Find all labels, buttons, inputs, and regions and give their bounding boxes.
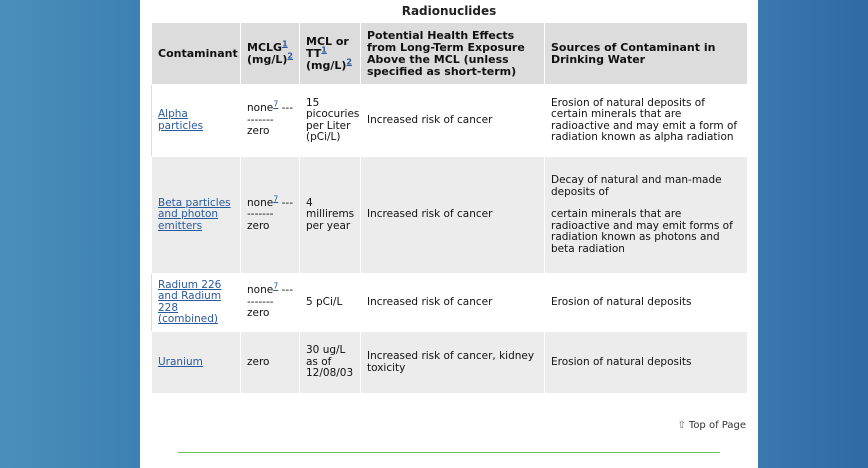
footnote-link-7[interactable]: 7 bbox=[273, 194, 279, 204]
cell-mclg: zero bbox=[241, 332, 300, 394]
cell-sources: Erosion of natural deposits of certain minerals that are radioactive and may emit a form of radiation known as alpha radiation bbox=[545, 85, 748, 157]
mclg-dash: --- bbox=[281, 102, 294, 115]
cell-sources: Erosion of natural deposits bbox=[545, 332, 748, 394]
footnote-link-1b[interactable]: 1 bbox=[321, 44, 327, 54]
mclg-dash: --- bbox=[281, 284, 294, 297]
header-mclg-label: MCLG bbox=[247, 40, 283, 54]
sources-paragraph-1: Decay of natural and man-made deposits of bbox=[551, 174, 722, 198]
table-row bbox=[152, 157, 748, 274]
mclg-none: none bbox=[247, 102, 274, 115]
table-caption: Radionuclides bbox=[401, 4, 497, 18]
header-mclg bbox=[241, 23, 300, 85]
mclg-dash-line: ------- bbox=[247, 208, 274, 221]
mclg-none: none bbox=[247, 196, 274, 209]
header-mcl-tt: TT bbox=[306, 46, 322, 60]
cell-mclg bbox=[241, 157, 300, 274]
cell-contaminant bbox=[152, 85, 241, 157]
cell-mclg bbox=[241, 85, 300, 157]
cell-mcl: 30 ug/L as of 12/08/03 bbox=[300, 332, 361, 394]
footnote-link-1[interactable]: 1 bbox=[282, 38, 288, 48]
cell-sources: Erosion of natural deposits bbox=[545, 274, 748, 332]
cell-contaminant bbox=[152, 332, 241, 394]
mclg-none: none bbox=[247, 284, 274, 297]
footnote-link-2b[interactable]: 2 bbox=[346, 56, 352, 66]
contaminant-link-radium[interactable]: Radium 226 and Radium 228 (combined) bbox=[158, 278, 222, 325]
mclg-dash: --- bbox=[281, 196, 294, 209]
header-mclg-unit: (mg/L) bbox=[247, 52, 288, 66]
footnote-link-7[interactable]: 7 bbox=[273, 99, 279, 109]
header-contaminant: Contaminant bbox=[152, 23, 241, 85]
contaminant-link-alpha[interactable]: Alpha particles bbox=[158, 108, 204, 132]
footnote-link-2[interactable]: 2 bbox=[287, 50, 293, 60]
cell-contaminant bbox=[152, 274, 241, 332]
contaminant-link-uranium[interactable]: Uranium bbox=[158, 355, 203, 368]
contaminant-link-beta[interactable]: Beta particles and photon emitters bbox=[158, 196, 231, 232]
table-header-row bbox=[152, 23, 748, 85]
main-content bbox=[140, 0, 758, 468]
header-mcl bbox=[300, 23, 361, 85]
mclg-zero: zero bbox=[247, 219, 270, 232]
table-row bbox=[152, 85, 748, 157]
cell-health: Increased risk of cancer bbox=[361, 157, 545, 274]
table-row bbox=[152, 332, 748, 394]
cell-mcl: 4 millirems per year bbox=[300, 157, 361, 274]
cell-health: Increased risk of cancer bbox=[361, 274, 545, 332]
header-mcl-unit: (mg/L) bbox=[306, 58, 347, 72]
top-of-page-link[interactable] bbox=[678, 420, 746, 431]
up-arrow-icon: ⇧ bbox=[677, 420, 686, 431]
header-sources: Sources of Contaminant in Drinking Water bbox=[545, 23, 748, 85]
mclg-zero: zero bbox=[247, 307, 270, 320]
radionuclides-table bbox=[151, 22, 748, 394]
footnote-link-7[interactable]: 7 bbox=[273, 281, 279, 291]
table-row bbox=[152, 274, 748, 332]
cell-contaminant bbox=[152, 157, 241, 274]
cell-sources bbox=[545, 157, 748, 274]
cell-health: Increased risk of cancer bbox=[361, 85, 545, 157]
cell-mclg bbox=[241, 274, 300, 332]
mclg-dash-line: ------- bbox=[247, 113, 274, 126]
top-of-page-label: Top of Page bbox=[688, 420, 746, 431]
cell-mcl: 5 pCi/L bbox=[300, 274, 361, 332]
cell-health: Increased risk of cancer, kidney toxicity bbox=[361, 332, 545, 394]
green-divider bbox=[178, 452, 720, 453]
cell-mcl: 15 picocuries per Liter (pCi/L) bbox=[300, 85, 361, 157]
header-mcl-or: MCL or bbox=[306, 34, 349, 48]
mclg-dash-line: ------- bbox=[247, 295, 274, 308]
sources-paragraph-2: certain minerals that are radioactive and may emit forms of radiation known as photons and beta radiation bbox=[551, 208, 733, 255]
mclg-zero: zero bbox=[247, 125, 270, 138]
header-health-effects: Potential Health Effects from Long-Term Exposure Above the MCL (unless specified as short-term) bbox=[361, 23, 545, 85]
